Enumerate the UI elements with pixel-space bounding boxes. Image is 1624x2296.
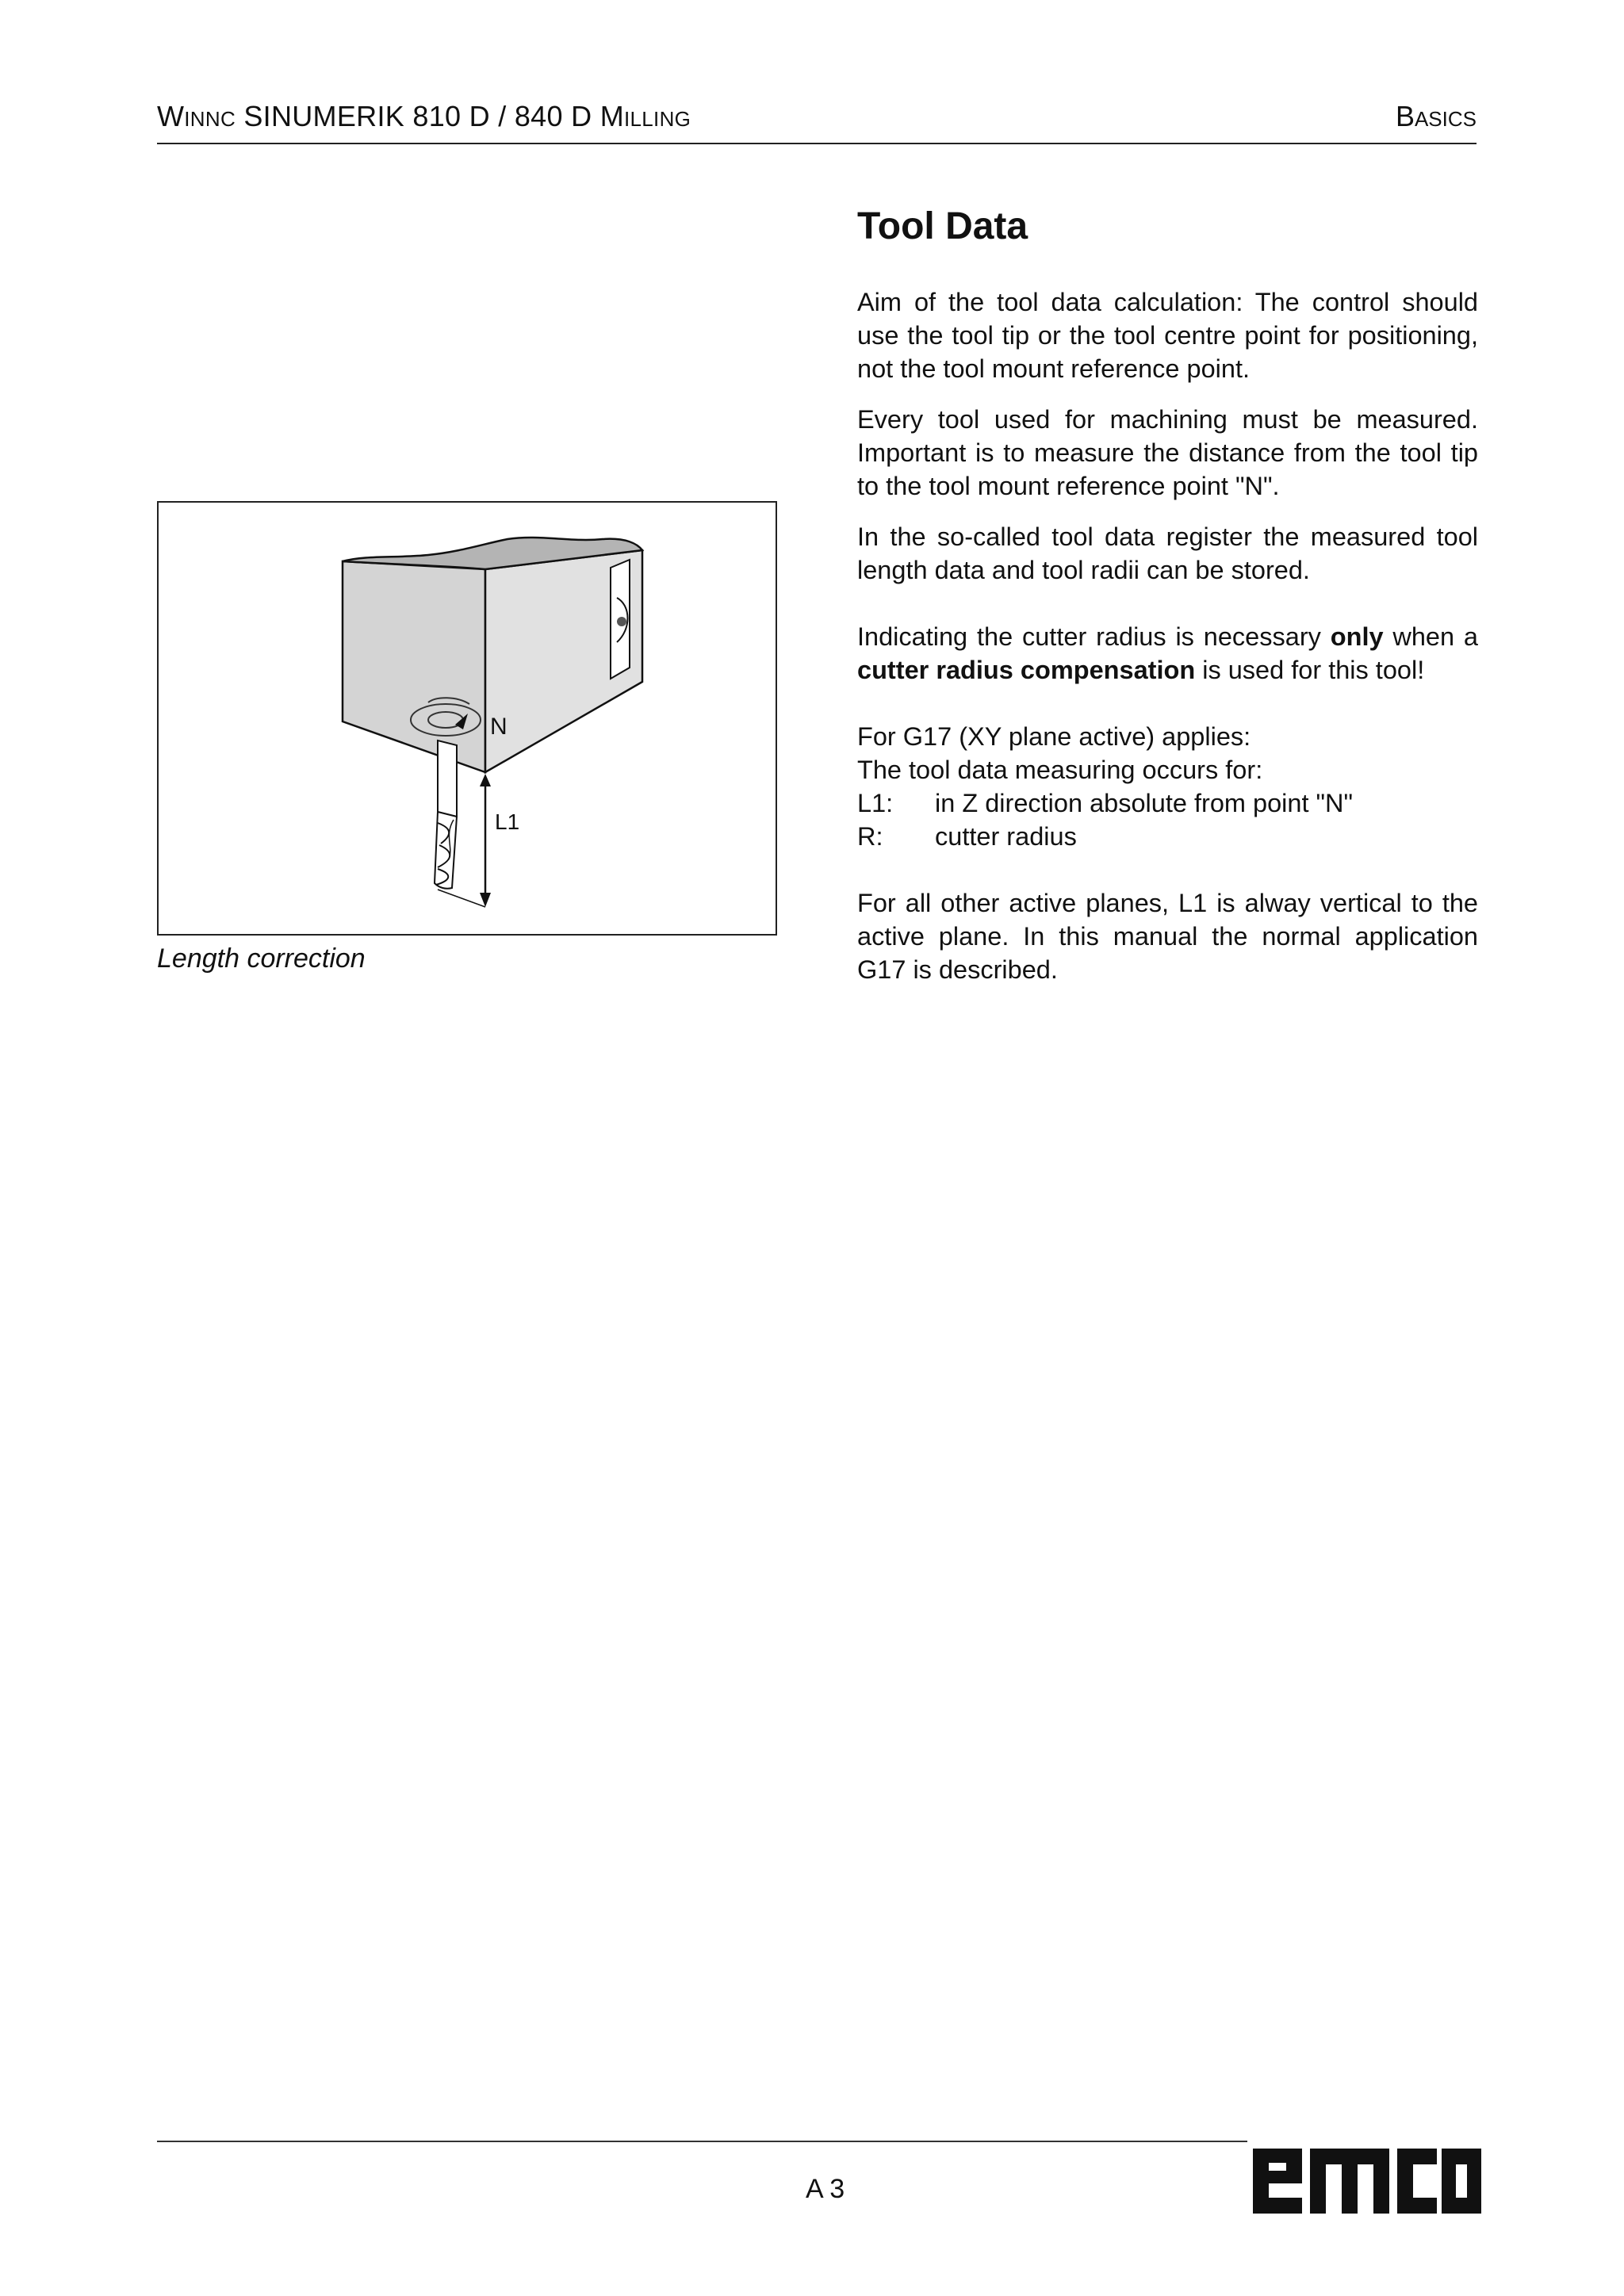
tool-holder-illustration	[159, 503, 776, 934]
radius-text-2: when a	[1383, 622, 1478, 651]
holder-left-face	[343, 561, 485, 772]
paragraph-radius	[857, 620, 1478, 687]
paragraph-g17-intro-1: For G17 (XY plane active) applies:	[857, 722, 1251, 751]
body-text	[857, 285, 1478, 986]
definition-term: R:	[857, 822, 883, 851]
title-part-3: ILLING	[624, 107, 691, 131]
l1-arrow-bottom	[480, 893, 491, 907]
l1-arrow-top	[480, 774, 491, 786]
chapter-part-1: ASICS	[1414, 107, 1477, 131]
l1-tip-reference	[438, 890, 485, 907]
chapter-part-0: B	[1395, 100, 1415, 132]
paragraph-measure: Every tool used for machining must be measured. Important is to measure the distance from the tool tip to the tool mount reference point "N".	[857, 405, 1478, 500]
radius-text-1: Indicating the cutter radius is necessary	[857, 622, 1331, 651]
header-divider	[157, 143, 1477, 144]
paragraph-register: In the so-called tool data register the measured tool length data and tool radii can be stored.	[857, 522, 1478, 584]
radius-emphasis-only: only	[1330, 622, 1384, 651]
paragraph-planes: For all other active planes, L1 is alway vertical to the active plane. In this manual the normal application G17 is described.	[857, 889, 1478, 984]
footer-divider	[157, 2141, 1247, 2142]
label-n: N	[490, 714, 508, 740]
title-part-2: SINUMERIK 810 D / 840 D M	[236, 100, 624, 132]
paragraph-g17-intro-2: The tool data measuring occurs for:	[857, 756, 1263, 784]
definition-desc: cutter radius	[935, 822, 1077, 851]
radius-emphasis-compensation: cutter radius compensation	[857, 656, 1196, 684]
radius-text-3: is used for this tool!	[1195, 656, 1425, 684]
drive-slot-hole	[617, 617, 626, 626]
cutter-shank	[438, 740, 457, 817]
section-title: Tool Data	[857, 205, 1028, 247]
document-title	[157, 100, 691, 133]
title-part-1: INNC	[184, 107, 236, 131]
definition-r	[857, 820, 1478, 853]
definition-desc: in Z direction absolute from point "N"	[935, 789, 1354, 817]
figure-caption: Length correction	[157, 943, 366, 974]
chapter-name	[1396, 100, 1477, 133]
length-correction-figure	[157, 501, 777, 936]
emco-logo	[1253, 2141, 1483, 2220]
label-l1: L1	[495, 809, 520, 834]
title-part-0: W	[157, 100, 185, 132]
paragraph-aim: Aim of the tool data calculation: The control should use the tool tip or the tool centre point for positioning, not the tool mount reference point.	[857, 288, 1478, 383]
definition-l1	[857, 786, 1478, 820]
page-number: A 3	[806, 2174, 845, 2204]
definition-term: L1:	[857, 789, 894, 817]
